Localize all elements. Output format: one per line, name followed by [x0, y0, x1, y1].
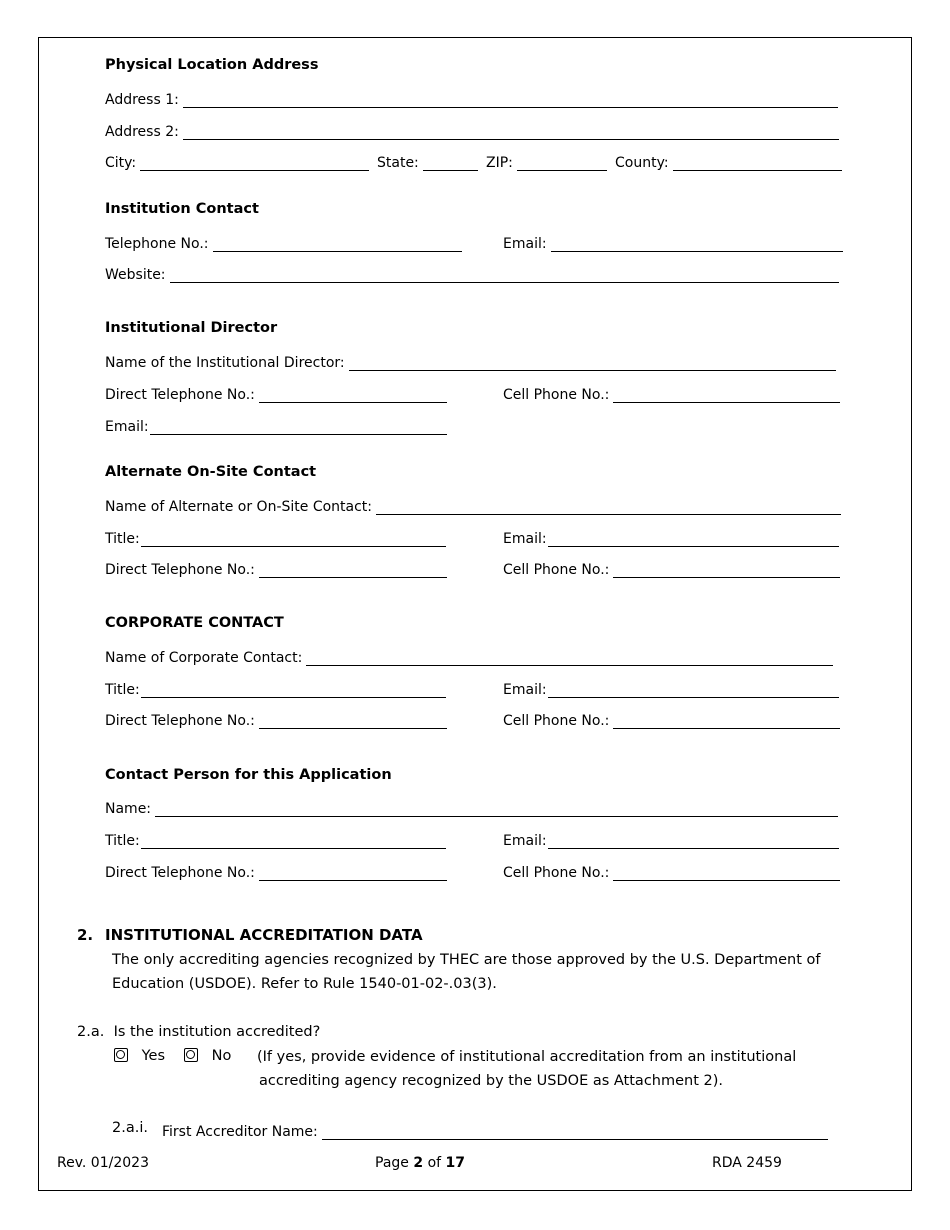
no-label: No	[211, 1048, 232, 1064]
website-line[interactable]	[170, 268, 839, 283]
director-direct-phone-field[interactable]	[105, 383, 447, 403]
corporate-email-label: Email:	[503, 682, 547, 698]
institution-contact-heading: Institution Contact	[105, 201, 259, 217]
application-email-field[interactable]	[503, 829, 839, 849]
alternate-cell-phone-field[interactable]	[503, 558, 840, 578]
alternate-direct-phone-label: Direct Telephone No.:	[105, 562, 255, 578]
physical-address-heading: Physical Location Address	[105, 57, 319, 73]
application-title-line[interactable]	[141, 834, 446, 849]
county-field[interactable]	[615, 151, 842, 171]
institution-email-line[interactable]	[551, 237, 843, 252]
application-cell-phone-label: Cell Phone No.:	[503, 865, 610, 881]
yes-label: Yes	[141, 1048, 166, 1064]
application-email-line[interactable]	[548, 834, 839, 849]
institution-email-field[interactable]	[503, 232, 843, 252]
application-direct-phone-label: Direct Telephone No.:	[105, 865, 255, 881]
alternate-cell-phone-label: Cell Phone No.:	[503, 562, 610, 578]
state-label: State:	[377, 155, 419, 171]
website-field[interactable]	[105, 263, 839, 283]
yes-radio-icon[interactable]	[114, 1048, 128, 1062]
corporate-cell-phone-label: Cell Phone No.:	[503, 713, 610, 729]
section2-para-line2: Education (USDOE). Refer to Rule 1540-01-02-.03(3).	[112, 976, 497, 992]
application-cell-phone-field[interactable]	[503, 861, 840, 881]
application-direct-phone-field[interactable]	[105, 861, 447, 881]
zip-label: ZIP:	[486, 155, 513, 171]
director-email-field[interactable]	[105, 415, 447, 435]
question-2a-text: Is the institution accredited?	[113, 1024, 321, 1040]
corporate-cell-phone-line[interactable]	[613, 714, 840, 729]
corporate-title-line[interactable]	[141, 683, 446, 698]
accreditation-note-line2: accrediting agency recognized by the USDOE as Attachment 2).	[259, 1073, 723, 1089]
director-name-field[interactable]	[105, 351, 836, 371]
director-heading: Institutional Director	[105, 320, 278, 336]
alternate-name-line[interactable]	[376, 500, 841, 515]
director-direct-phone-line[interactable]	[259, 388, 447, 403]
telephone-line[interactable]	[213, 237, 462, 252]
state-field[interactable]	[377, 151, 478, 171]
director-cell-phone-line[interactable]	[613, 388, 840, 403]
address1-field[interactable]	[105, 88, 838, 108]
corporate-direct-phone-field[interactable]	[105, 709, 447, 729]
alternate-email-field[interactable]	[503, 527, 839, 547]
alternate-direct-phone-line[interactable]	[259, 563, 447, 578]
corporate-name-line[interactable]	[306, 651, 833, 666]
city-field[interactable]	[105, 151, 369, 171]
first-accreditor-label: First Accreditor Name:	[162, 1124, 318, 1140]
city-label: City:	[105, 155, 137, 171]
alternate-title-line[interactable]	[141, 532, 446, 547]
address2-line[interactable]	[183, 125, 839, 140]
corporate-direct-phone-line[interactable]	[259, 714, 447, 729]
zip-field[interactable]	[486, 151, 607, 171]
alternate-cell-phone-line[interactable]	[613, 563, 840, 578]
address2-label: Address 2:	[105, 124, 179, 140]
footer-page-of: of	[427, 1155, 442, 1171]
footer-page-current: 2	[413, 1155, 424, 1171]
application-name-field[interactable]	[105, 797, 838, 817]
director-cell-phone-field[interactable]	[503, 383, 840, 403]
corporate-cell-phone-field[interactable]	[503, 709, 840, 729]
application-email-label: Email:	[503, 833, 547, 849]
section2-paragraph	[112, 948, 821, 996]
address2-field[interactable]	[105, 120, 839, 140]
subq-2ai-number: 2.a.i.	[112, 1120, 148, 1136]
address1-label: Address 1:	[105, 92, 179, 108]
county-line[interactable]	[673, 156, 842, 171]
footer-page-total: 17	[445, 1155, 465, 1171]
corporate-direct-phone-label: Direct Telephone No.:	[105, 713, 255, 729]
application-cell-phone-line[interactable]	[613, 866, 840, 881]
corporate-email-field[interactable]	[503, 678, 839, 698]
director-email-label: Email:	[105, 419, 149, 435]
director-name-line[interactable]	[349, 356, 836, 371]
institution-email-label: Email:	[503, 236, 547, 252]
corporate-name-label: Name of Corporate Contact:	[105, 650, 303, 666]
alternate-direct-phone-field[interactable]	[105, 558, 447, 578]
address1-line[interactable]	[183, 93, 838, 108]
alternate-heading: Alternate On-Site Contact	[105, 464, 317, 480]
application-direct-phone-line[interactable]	[259, 866, 447, 881]
accredited-yes-option[interactable]	[114, 1048, 165, 1064]
corporate-email-line[interactable]	[548, 683, 839, 698]
alternate-name-label: Name of Alternate or On-Site Contact:	[105, 499, 373, 515]
telephone-field[interactable]	[105, 232, 462, 252]
accreditation-note	[257, 1045, 796, 1093]
alternate-email-label: Email:	[503, 531, 547, 547]
corporate-heading: CORPORATE CONTACT	[105, 615, 284, 631]
application-name-label: Name:	[105, 801, 152, 817]
city-line[interactable]	[140, 156, 369, 171]
county-label: County:	[615, 155, 669, 171]
footer-page-prefix: Page	[375, 1155, 409, 1171]
alternate-title-field[interactable]	[105, 527, 446, 547]
state-line[interactable]	[423, 156, 478, 171]
alternate-title-label: Title:	[105, 531, 140, 547]
no-radio-icon[interactable]	[184, 1048, 198, 1062]
alternate-name-field[interactable]	[105, 495, 841, 515]
application-title-field[interactable]	[105, 829, 446, 849]
director-direct-phone-label: Direct Telephone No.:	[105, 387, 255, 403]
application-name-line[interactable]	[155, 802, 838, 817]
section2-number: 2.	[77, 926, 94, 944]
question-2a	[77, 1024, 320, 1040]
director-name-label: Name of the Institutional Director:	[105, 355, 345, 371]
accredited-no-option[interactable]	[184, 1048, 231, 1064]
first-accreditor-field[interactable]	[162, 1120, 828, 1140]
corporate-title-field[interactable]	[105, 678, 446, 698]
alternate-email-line[interactable]	[548, 532, 839, 547]
website-label: Website:	[105, 267, 166, 283]
accreditation-note-line1: (If yes, provide evidence of institutional accreditation from an institutional	[257, 1049, 797, 1065]
corporate-title-label: Title:	[105, 682, 140, 698]
telephone-label: Telephone No.:	[105, 236, 209, 252]
corporate-name-field[interactable]	[105, 646, 833, 666]
footer-form-id: RDA 2459	[712, 1155, 782, 1171]
zip-line[interactable]	[517, 156, 607, 171]
footer-revision: Rev. 01/2023	[57, 1155, 149, 1171]
question-2a-number: 2.a.	[77, 1024, 105, 1040]
application-title-label: Title:	[105, 833, 140, 849]
director-cell-phone-label: Cell Phone No.:	[503, 387, 610, 403]
director-email-line[interactable]	[150, 420, 447, 435]
section2-heading: INSTITUTIONAL ACCREDITATION DATA	[105, 926, 423, 944]
first-accreditor-line[interactable]	[322, 1125, 828, 1140]
footer-page-number	[375, 1155, 465, 1171]
section2-para-line1: The only accrediting agencies recognized by THEC are those approved by the U.S. Department of	[112, 952, 821, 968]
application-contact-heading: Contact Person for this Application	[105, 767, 392, 783]
